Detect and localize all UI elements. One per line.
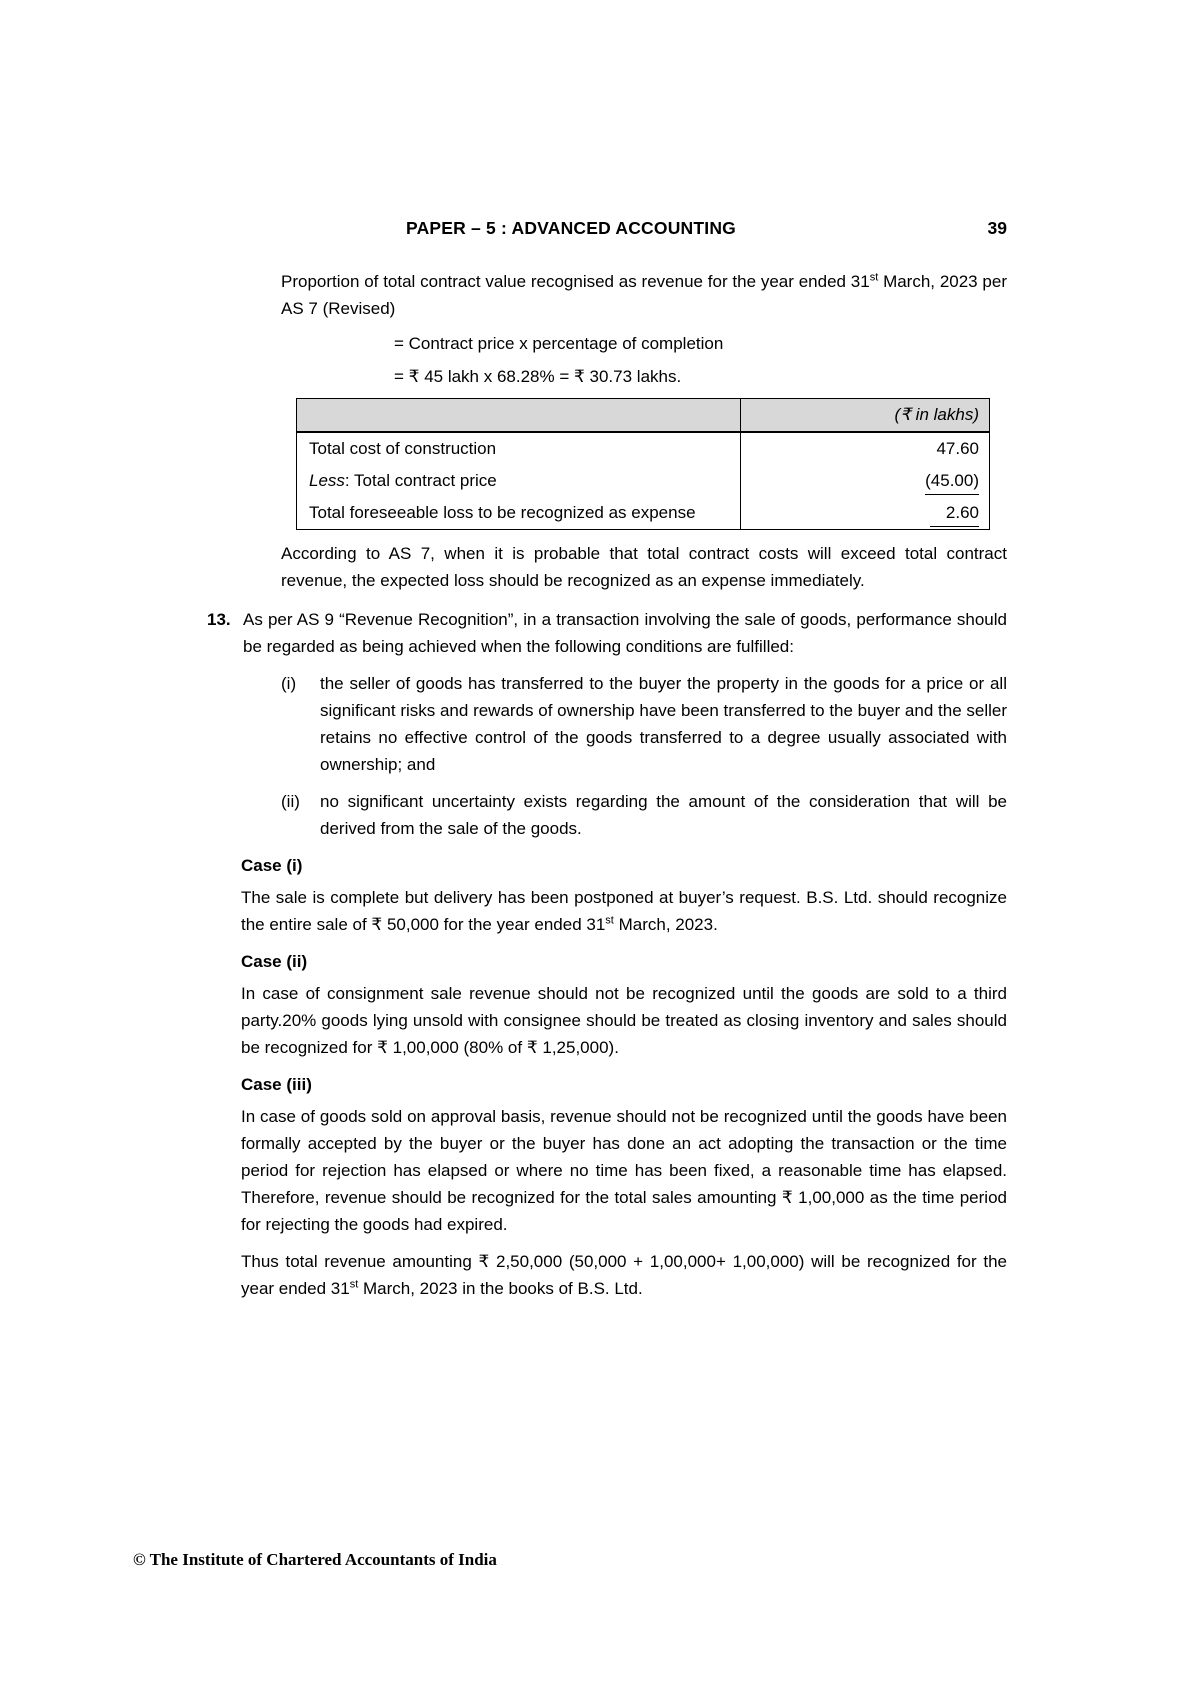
page-title: PAPER – 5 : ADVANCED ACCOUNTING — [406, 218, 736, 238]
table-header-empty-cell — [297, 399, 741, 432]
formula-line-1: = Contract price x percentage of completion — [394, 334, 724, 353]
table-header-unit-cell: (₹ in lakhs) — [740, 399, 989, 432]
closing-paragraph: Thus total revenue amounting ₹ 2,50,000 (50,000 + 1,00,000+ 1,00,000) will be recognized for the year ended 31st March, 2023 in the books of B.S. Ltd. — [241, 1251, 1007, 1298]
case-iii-heading: Case (iii) — [241, 1074, 312, 1094]
as7-note-paragraph: According to AS 7, when it is probable that total contract costs will exceed total contract revenue, the expected loss should be recognized as an expense immediately. — [281, 543, 1007, 590]
table-row-value: 47.60 — [936, 438, 979, 458]
page-header — [135, 215, 1007, 245]
item-number: 13. — [207, 609, 231, 629]
page-content — [0, 268, 1191, 1302]
item-13-text: As per AS 9 “Revenue Recognition”, in a transaction involving the sale of goods, performance should be regarded as being achieved when the following conditions are fulfilled: — [243, 609, 1007, 656]
foreseeable-loss-table — [296, 398, 990, 530]
case-ii-heading: Case (ii) — [241, 951, 308, 971]
table-row-label: Total foreseeable loss to be recognized as expense — [309, 502, 696, 522]
condition-marker: (ii) — [281, 791, 300, 811]
case-i-paragraph: The sale is complete but delivery has been postponed at buyer’s request. B.S. Ltd. should recognize the entire sale of ₹ 50,000 for the year ended 31st March, 2023. — [241, 887, 1007, 934]
table-value-column — [740, 432, 989, 530]
table-row-label: Less: Total contract price — [309, 470, 497, 490]
intro-paragraph — [281, 268, 1007, 322]
table-body — [297, 432, 990, 530]
case-iii-paragraph: In case of goods sold on approval basis, revenue should not be recognized until the goods have been formally accepted by the buyer or the buyer has done an act adopting the transaction or the time period for rejection has elapsed or where no time has been fixed, a reasonable time has elapsed. Therefore, revenue should be recognized for the total sales amounting ₹ 1,00,000 as the time period for rejecting the goods had expired. — [241, 1106, 1007, 1234]
intro-text-pre: Proportion of total contract value recognised as revenue for the year ended 31 — [281, 272, 870, 291]
page-number: 39 — [987, 218, 1007, 238]
condition-text: the seller of goods has transferred to the buyer the property in the goods for a price or all significant risks and rewards of ownership have been transferred to the buyer and the seller retains no effective control of the goods transferred to a degree usually associated with ownership; and — [320, 673, 1007, 774]
condition-i — [0, 670, 1191, 778]
condition-marker: (i) — [281, 673, 297, 693]
ordinal-superscript: st — [869, 271, 879, 284]
table-label-column — [297, 432, 741, 530]
table-row-label: Total cost of construction — [309, 438, 497, 458]
table-row-value: 2.60 — [741, 497, 979, 529]
formula-line-2: = ₹ 45 lakh x 68.28% = ₹ 30.73 lakhs. — [394, 367, 682, 386]
condition-text: no significant uncertainty exists regarding the amount of the consideration that will be derived from the sale of the goods. — [320, 791, 1007, 838]
table-header-row — [297, 399, 990, 432]
copyright-footer: © The Institute of Chartered Accountants of India — [133, 1550, 497, 1569]
intro-text-post: March, 2023 per AS 7 (Revised) — [281, 272, 1008, 318]
ordinal-superscript: st — [605, 913, 614, 926]
case-ii-paragraph: In case of consignment sale revenue should not be recognized until the goods are sold to a third party.20% goods lying unsold with consignee should be treated as closing inventory and sales should be recognized for ₹ 1,00,000 (80% of ₹ 1,25,000). — [241, 983, 1007, 1057]
ordinal-superscript: st — [349, 1277, 359, 1290]
table-row-value: (45.00) — [741, 465, 979, 497]
case-i-heading: Case (i) — [241, 855, 303, 875]
numbered-item-13 — [0, 606, 1191, 660]
condition-ii — [0, 788, 1191, 842]
